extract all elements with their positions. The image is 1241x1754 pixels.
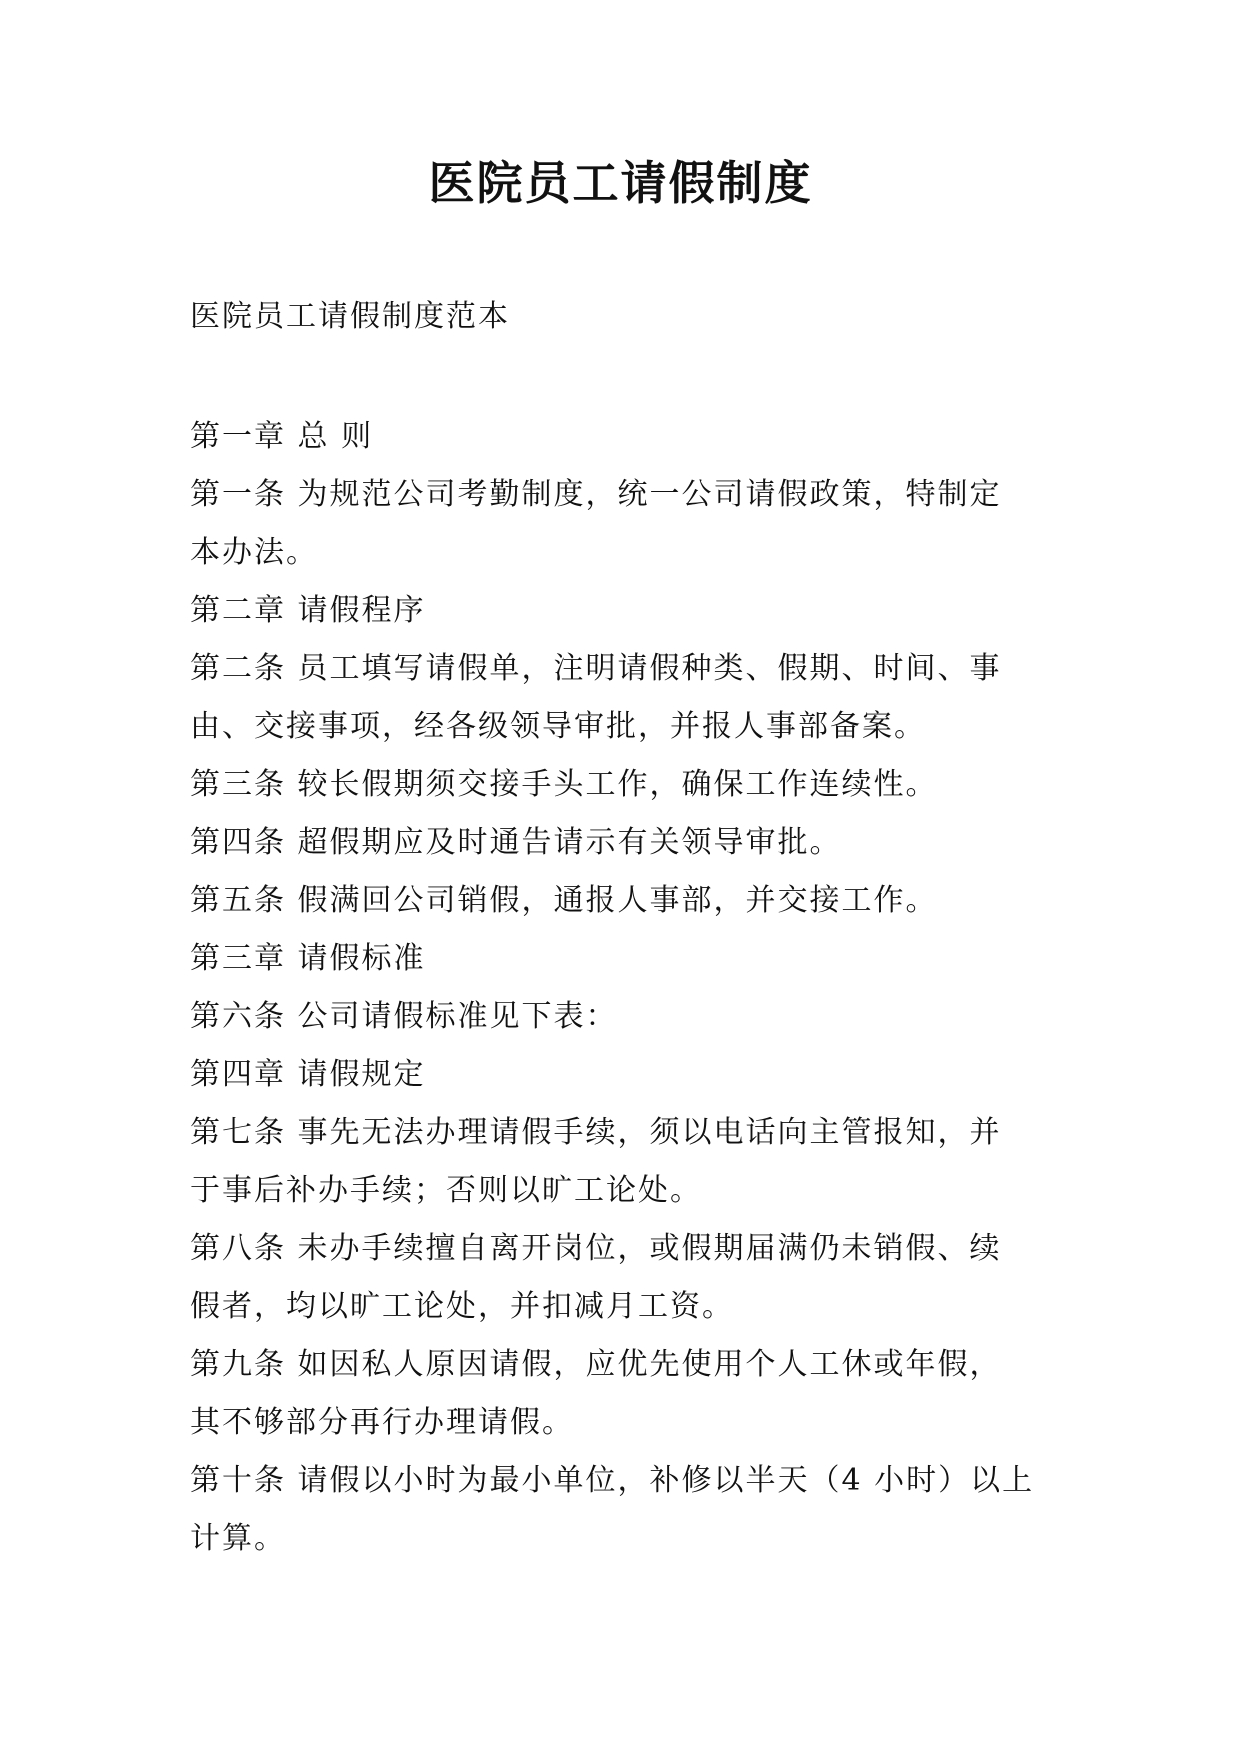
article-1-line-1: 第一条 为规范公司考勤制度，统一公司请假政策，特制定 [190, 477, 1002, 512]
article-4: 第四条 超假期应及时通告请示有关领导审批。 [190, 825, 842, 860]
article-2-line-1: 第二条 员工填写请假单，注明请假种类、假期、时间、事 [190, 651, 1002, 686]
document-title: 医院员工请假制度 [428, 156, 813, 210]
article-8-line-2: 假者，均以旷工论处，并扣减月工资。 [190, 1289, 734, 1324]
article-3: 第三条 较长假期须交接手头工作，确保工作连续性。 [190, 767, 938, 802]
article-8-line-1: 第八条 未办手续擅自离开岗位，或假期届满仍未销假、续 [190, 1231, 1002, 1266]
article-2-line-2: 由、交接事项，经各级领导审批，并报人事部备案。 [190, 709, 926, 744]
chapter-3-heading: 第三章 请假标准 [190, 941, 426, 976]
article-6: 第六条 公司请假标准见下表： [190, 999, 618, 1034]
article-5: 第五条 假满回公司销假，通报人事部，并交接工作。 [190, 883, 938, 918]
article-10-line-1: 第十条 请假以小时为最小单位，补修以半天（4 小时）以上 [190, 1463, 1035, 1498]
document-body [190, 408, 1060, 1568]
article-9-line-2: 其不够部分再行办理请假。 [190, 1405, 574, 1440]
article-7-line-2: 于事后补办手续；否则以旷工论处。 [190, 1173, 702, 1208]
document-subtitle: 医院员工请假制度范本 [190, 299, 510, 334]
article-9-line-1: 第九条 如因私人原因请假，应优先使用个人工休或年假， [190, 1347, 1002, 1382]
chapter-1-heading: 第一章 总 则 [190, 419, 374, 454]
article-1-line-2: 本办法。 [190, 535, 318, 570]
chapter-2-heading: 第二章 请假程序 [190, 593, 426, 628]
article-7-line-1: 第七条 事先无法办理请假手续，须以电话向主管报知，并 [190, 1115, 1002, 1150]
article-10-line-2: 计算。 [190, 1521, 286, 1556]
chapter-4-heading: 第四章 请假规定 [190, 1057, 426, 1092]
